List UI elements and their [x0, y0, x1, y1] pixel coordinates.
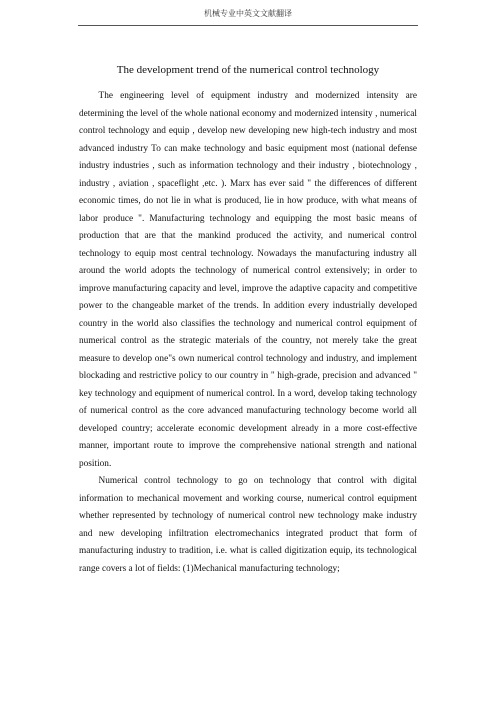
page-header: 机械专业中英文文献翻译 [204, 9, 292, 18]
header-divider [78, 25, 418, 26]
document-body [79, 88, 417, 578]
document-title: The development trend of the numerical control technology [116, 64, 380, 76]
paragraph: Numerical control technology to go on technology that control with digital information to mechanical movement and working course, numerical control equipment whether represented by technology of numerical control new technology make industry and new developing infiltration electromechanics integrated product that form of manufacturing industry to tradition, i.e. what is called digitization equip, its technological range covers a lot of fields: (1)Mechanical manufacturing technology; [79, 476, 417, 574]
paragraph: The engineering level of equipment industry and modernized intensity are determining the level of the whole national economy and modernized intensity , numerical control technology and equip , develop new developing new high-tech industry and most advanced industry To can make technology and basic equipment most (national defense industry industries , such as information technology and their industry , biotechnology , industry , aviation , spaceflight ,etc. ). Marx has ever said " the differences of different economic times, do not lie in what is produced, lie in how produce, with what means of labor produce ". Manufacturing technology and equipping the most basic means of production that are that the mankind produced the activity, and numerical control technology to equip most central technology. Nowadays the manufacturing industry all around the world adopts the technology of numerical control extensively; in order to improve manufacturing capacity and level, improve the adaptive capacity and competitive power to the changeable market of the trends. In addition every industrially developed country in the world also classifies the technology and numerical control equipment of numerical control as the strategic materials of the country, not merely take the great measure to develop one"s own numerical control technology and industry, and implement blockading and restrictive policy to our country in " high-grade, precision and advanced " key technology and equipment of numerical control. In a word, develop taking technology of numerical control as the core advanced manufacturing technology become world all developed country; accelerate economic development already in a more cost-effective manner, important route to improve the comprehensive national strength and national position. [79, 91, 417, 469]
